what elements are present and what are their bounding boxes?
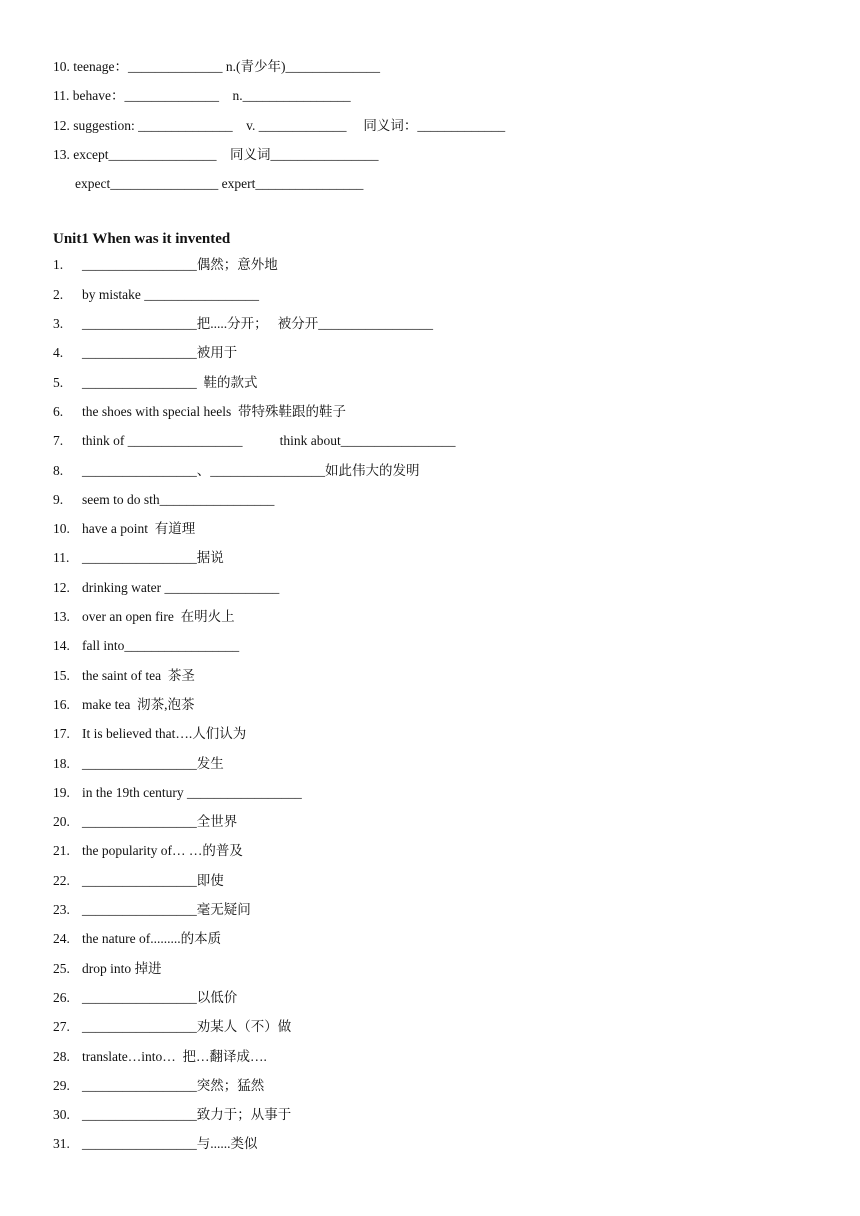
item-number: 26. [53, 989, 70, 1005]
list-item [53, 987, 840, 1016]
item-number: 15. [53, 667, 70, 683]
item-number: 14. [53, 638, 70, 654]
item-number: 1. [53, 257, 64, 273]
list-item [53, 870, 840, 899]
list-item [53, 284, 840, 313]
item-text: _________________据说 [82, 550, 224, 566]
item-number: 16. [53, 696, 70, 712]
item-number: 13. [53, 609, 70, 625]
item-number: 10. [53, 521, 70, 537]
item-number: 11. [53, 550, 70, 566]
list-item [53, 1046, 840, 1075]
item-number: 6. [53, 403, 64, 419]
item-text: think of _________________ think about_________________ [82, 433, 456, 449]
list-item [53, 958, 840, 987]
item-number: 21. [53, 843, 70, 859]
item-number: 2. [53, 286, 64, 302]
list-item [53, 723, 840, 752]
item-text: _________________劝某人（不）做 [82, 1019, 292, 1035]
item-text: drop into 掉进 [82, 960, 162, 976]
list-item [53, 254, 840, 283]
item-number: 31. [53, 1136, 70, 1152]
item-number: 24. [53, 931, 70, 947]
item-text: _________________发生 [82, 755, 224, 771]
item-text: _________________被用于 [82, 345, 238, 361]
item-number: 7. [53, 433, 64, 449]
unit-title: Unit1 When was it invented [53, 231, 231, 248]
item-number: 28. [53, 1048, 70, 1064]
vocab-line-11: 11. behave：______________ n.________________ [53, 88, 351, 104]
item-text: seem to do sth_________________ [82, 491, 275, 507]
list-item [53, 899, 840, 928]
item-text: have a point 有道理 [82, 521, 196, 537]
item-number: 5. [53, 374, 64, 390]
item-number: 20. [53, 814, 70, 830]
list-item [53, 606, 840, 635]
list-item [53, 342, 840, 371]
list-item [53, 489, 840, 518]
list-item [53, 547, 840, 576]
item-number: 4. [53, 345, 64, 361]
list-item [53, 694, 840, 723]
item-text: fall into_________________ [82, 638, 240, 654]
list-item [53, 518, 840, 547]
vocab-line-10: 10. teenage：______________ n.(青少年)______________ [53, 59, 380, 74]
item-number: 9. [53, 491, 64, 507]
item-number: 17. [53, 726, 70, 742]
item-text: make tea 沏茶,泡茶 [82, 696, 195, 712]
item-text: _________________即使 [82, 872, 224, 888]
item-text: _________________ 鞋的款式 [82, 374, 258, 390]
item-text: translate…into… 把…翻译成…. [82, 1048, 267, 1064]
item-text: drinking water _________________ [82, 579, 280, 595]
item-text: _________________全世界 [82, 814, 238, 830]
list-item [53, 460, 840, 489]
vocab-line-13: 13. except________________ 同义词________________ [53, 146, 379, 162]
item-text: the saint of tea 茶圣 [82, 667, 195, 683]
item-number: 18. [53, 755, 70, 771]
item-text: by mistake _________________ [82, 286, 259, 302]
item-text: _________________、_________________如此伟大的发明 [82, 462, 420, 478]
vocab-line-12: 12. suggestion: ______________ v. _____________ 同义词：_____________ [53, 117, 506, 133]
list-item [53, 811, 840, 840]
item-number: 25. [53, 960, 70, 976]
item-text: _________________致力于；从事于 [82, 1107, 292, 1123]
list-item [53, 928, 840, 957]
list-item [53, 1075, 840, 1104]
item-text: over an open fire 在明火上 [82, 609, 235, 625]
item-text: It is believed that….人们认为 [82, 726, 247, 742]
list-item [53, 372, 840, 401]
list-item [53, 782, 840, 811]
item-number: 3. [53, 316, 64, 332]
item-number: 30. [53, 1107, 70, 1123]
item-text: in the 19th century _________________ [82, 784, 302, 800]
list-item [53, 840, 840, 869]
phrase-list [53, 254, 840, 1162]
worksheet-page [53, 56, 840, 1163]
list-item [53, 665, 840, 694]
list-item [53, 401, 840, 430]
item-text: _________________与......类似 [82, 1136, 258, 1152]
list-item [53, 1104, 840, 1133]
item-text: the shoes with special heels 带特殊鞋跟的鞋子 [82, 403, 346, 419]
item-number: 23. [53, 902, 70, 918]
list-item [53, 430, 840, 459]
item-text: the nature of.........的本质 [82, 931, 222, 947]
item-text: _________________突然；猛然 [82, 1077, 265, 1093]
item-text: _________________把.....分开； 被分开_________________ [82, 316, 433, 332]
item-number: 19. [53, 784, 70, 800]
item-text: the popularity of… …的普及 [82, 843, 243, 859]
item-number: 8. [53, 462, 64, 478]
item-text: _________________以低价 [82, 989, 238, 1005]
list-item [53, 313, 840, 342]
item-number: 22. [53, 872, 70, 888]
item-number: 12. [53, 579, 70, 595]
item-number: 29. [53, 1077, 70, 1093]
vocab-line-13-continued: expect________________ expert________________ [75, 176, 364, 192]
item-text: _________________偶然；意外地 [82, 257, 278, 273]
list-item [53, 577, 840, 606]
list-item [53, 753, 840, 782]
list-item [53, 1016, 840, 1045]
list-item [53, 635, 840, 664]
item-text: _________________毫无疑问 [82, 902, 251, 918]
item-number: 27. [53, 1019, 70, 1035]
list-item [53, 1133, 840, 1162]
